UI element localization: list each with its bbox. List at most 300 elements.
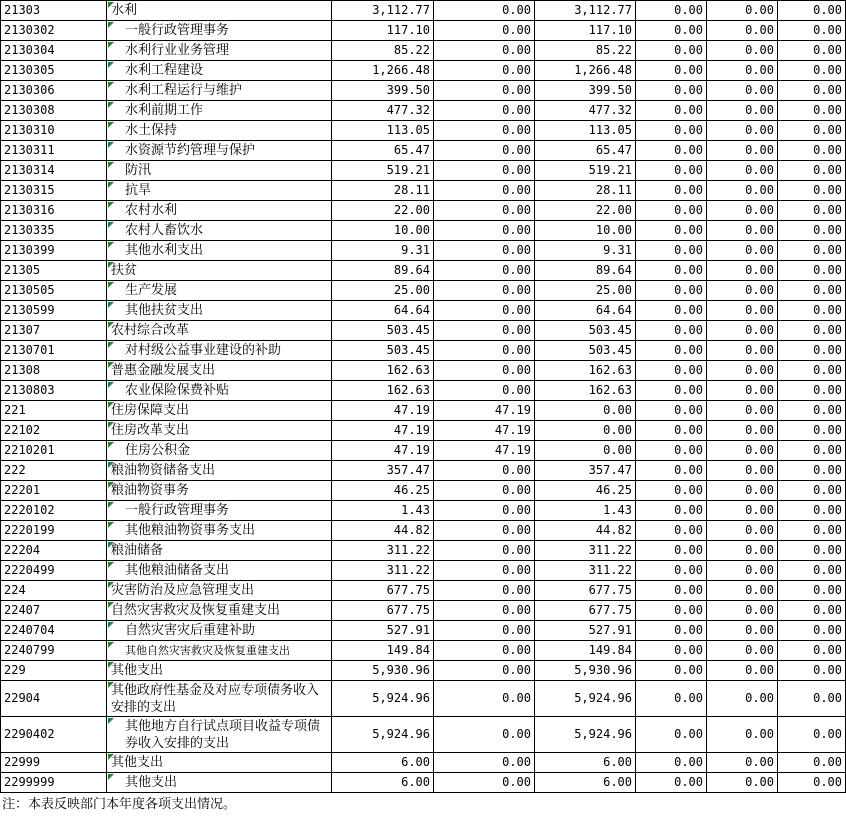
amount-cell: 6.00 (535, 773, 636, 793)
amount-cell: 0.00 (535, 421, 636, 441)
amount-cell: 0.00 (778, 201, 846, 221)
subject-code-cell: 2220499 (1, 561, 107, 581)
amount-cell: 0.00 (636, 501, 707, 521)
amount-cell: 89.64 (332, 261, 434, 281)
subject-name-cell: 水土保持 (107, 121, 332, 141)
table-row (1, 261, 846, 281)
amount-cell: 677.75 (332, 601, 434, 621)
table-row (1, 121, 846, 141)
amount-cell: 10.00 (332, 221, 434, 241)
amount-cell: 0.00 (778, 753, 846, 773)
table-row (1, 61, 846, 81)
table-row (1, 601, 846, 621)
amount-cell: 0.00 (707, 101, 778, 121)
subject-code-cell: 2130316 (1, 201, 107, 221)
amount-cell: 0.00 (707, 221, 778, 241)
amount-cell: 5,924.96 (332, 681, 434, 717)
table-row (1, 281, 846, 301)
amount-cell: 85.22 (332, 41, 434, 61)
amount-cell: 0.00 (778, 773, 846, 793)
amount-cell: 0.00 (636, 221, 707, 241)
amount-cell: 47.19 (434, 401, 535, 421)
amount-cell: 0.00 (636, 41, 707, 61)
amount-cell: 3,112.77 (332, 1, 434, 21)
table-row (1, 773, 846, 793)
amount-cell: 0.00 (707, 621, 778, 641)
amount-cell: 0.00 (434, 261, 535, 281)
amount-cell: 0.00 (636, 161, 707, 181)
subject-code-cell: 2130399 (1, 241, 107, 261)
amount-cell: 162.63 (535, 361, 636, 381)
amount-cell: 0.00 (636, 773, 707, 793)
amount-cell: 149.84 (535, 641, 636, 661)
subject-name-cell: 其他支出 (107, 753, 332, 773)
subject-code-cell: 2130302 (1, 21, 107, 41)
amount-cell: 0.00 (707, 381, 778, 401)
amount-cell: 0.00 (778, 621, 846, 641)
amount-cell: 677.75 (535, 601, 636, 621)
amount-cell: 0.00 (636, 641, 707, 661)
amount-cell: 0.00 (707, 773, 778, 793)
amount-cell: 162.63 (332, 361, 434, 381)
amount-cell: 0.00 (636, 81, 707, 101)
subject-name-cell: 住房公积金 (107, 441, 332, 461)
table-row (1, 521, 846, 541)
amount-cell: 0.00 (434, 501, 535, 521)
subject-name-cell: 水利工程建设 (107, 61, 332, 81)
amount-cell: 0.00 (434, 1, 535, 21)
subject-name-cell: 一般行政管理事务 (107, 21, 332, 41)
amount-cell: 0.00 (778, 1, 846, 21)
amount-cell: 0.00 (434, 381, 535, 401)
amount-cell: 0.00 (636, 141, 707, 161)
subject-name-cell: 住房改革支出 (107, 421, 332, 441)
amount-cell: 10.00 (535, 221, 636, 241)
table-row (1, 1, 846, 21)
amount-cell: 0.00 (636, 1, 707, 21)
subject-code-cell: 2130306 (1, 81, 107, 101)
amount-cell: 0.00 (778, 321, 846, 341)
amount-cell: 5,930.96 (535, 661, 636, 681)
subject-code-cell: 21308 (1, 361, 107, 381)
amount-cell: 149.84 (332, 641, 434, 661)
amount-cell: 519.21 (332, 161, 434, 181)
amount-cell: 0.00 (636, 753, 707, 773)
amount-cell: 311.22 (332, 541, 434, 561)
amount-cell: 5,924.96 (535, 681, 636, 717)
amount-cell: 64.64 (535, 301, 636, 321)
amount-cell: 357.47 (332, 461, 434, 481)
amount-cell: 0.00 (434, 161, 535, 181)
amount-cell: 0.00 (707, 301, 778, 321)
amount-cell: 0.00 (778, 581, 846, 601)
amount-cell: 357.47 (535, 461, 636, 481)
amount-cell: 0.00 (778, 461, 846, 481)
amount-cell: 22.00 (332, 201, 434, 221)
amount-cell: 0.00 (636, 581, 707, 601)
amount-cell: 0.00 (707, 81, 778, 101)
subject-name-cell: 扶贫 (107, 261, 332, 281)
subject-name-cell: 其他扶贫支出 (107, 301, 332, 321)
amount-cell: 0.00 (707, 341, 778, 361)
amount-cell: 0.00 (636, 201, 707, 221)
subject-code-cell: 2130315 (1, 181, 107, 201)
amount-cell: 503.45 (535, 321, 636, 341)
amount-cell: 0.00 (636, 101, 707, 121)
amount-cell: 9.31 (535, 241, 636, 261)
amount-cell: 0.00 (636, 181, 707, 201)
amount-cell: 0.00 (707, 581, 778, 601)
amount-cell: 0.00 (636, 321, 707, 341)
amount-cell: 0.00 (707, 641, 778, 661)
amount-cell: 0.00 (707, 161, 778, 181)
subject-code-cell: 22201 (1, 481, 107, 501)
amount-cell: 0.00 (778, 141, 846, 161)
subject-code-cell: 2240799 (1, 641, 107, 661)
table-row (1, 321, 846, 341)
amount-cell: 5,924.96 (535, 717, 636, 753)
amount-cell: 3,112.77 (535, 1, 636, 21)
subject-code-cell: 22904 (1, 681, 107, 717)
subject-name-cell: 生产发展 (107, 281, 332, 301)
subject-code-cell: 224 (1, 581, 107, 601)
table-row (1, 561, 846, 581)
subject-name-cell: 农村水利 (107, 201, 332, 221)
amount-cell: 46.25 (332, 481, 434, 501)
amount-cell: 0.00 (707, 717, 778, 753)
amount-cell: 89.64 (535, 261, 636, 281)
amount-cell: 0.00 (434, 341, 535, 361)
table-row (1, 421, 846, 441)
amount-cell: 0.00 (636, 21, 707, 41)
amount-cell: 0.00 (778, 481, 846, 501)
amount-cell: 0.00 (778, 681, 846, 717)
table-row (1, 21, 846, 41)
amount-cell: 0.00 (434, 201, 535, 221)
amount-cell: 117.10 (332, 21, 434, 41)
amount-cell: 0.00 (707, 521, 778, 541)
subject-code-cell: 2240704 (1, 621, 107, 641)
amount-cell: 0.00 (778, 101, 846, 121)
subject-code-cell: 22204 (1, 541, 107, 561)
amount-cell: 0.00 (778, 221, 846, 241)
amount-cell: 1,266.48 (332, 61, 434, 81)
table-row (1, 381, 846, 401)
amount-cell: 0.00 (434, 461, 535, 481)
amount-cell: 0.00 (707, 281, 778, 301)
amount-cell: 47.19 (434, 441, 535, 461)
amount-cell: 0.00 (434, 621, 535, 641)
amount-cell: 0.00 (707, 261, 778, 281)
subject-name-cell: 一般行政管理事务 (107, 501, 332, 521)
amount-cell: 0.00 (434, 581, 535, 601)
amount-cell: 0.00 (707, 461, 778, 481)
table-row (1, 181, 846, 201)
subject-code-cell: 2130310 (1, 121, 107, 141)
amount-cell: 0.00 (707, 61, 778, 81)
amount-cell: 0.00 (636, 541, 707, 561)
subject-name-cell: 其他地方自行试点项目收益专项债券收入安排的支出 (107, 717, 332, 753)
amount-cell: 399.50 (332, 81, 434, 101)
amount-cell: 0.00 (636, 261, 707, 281)
table-row (1, 481, 846, 501)
subject-name-cell: 水利行业业务管理 (107, 41, 332, 61)
amount-cell: 503.45 (535, 341, 636, 361)
subject-name-cell: 防汛 (107, 161, 332, 181)
amount-cell: 1.43 (332, 501, 434, 521)
amount-cell: 0.00 (434, 181, 535, 201)
subject-name-cell: 抗旱 (107, 181, 332, 201)
table-row (1, 81, 846, 101)
amount-cell: 5,930.96 (332, 661, 434, 681)
amount-cell: 47.19 (332, 421, 434, 441)
table-row (1, 41, 846, 61)
amount-cell: 0.00 (535, 401, 636, 421)
table-row (1, 541, 846, 561)
amount-cell: 0.00 (434, 661, 535, 681)
subject-code-cell: 221 (1, 401, 107, 421)
amount-cell: 0.00 (707, 121, 778, 141)
table-row (1, 241, 846, 261)
table-row (1, 161, 846, 181)
amount-cell: 6.00 (332, 753, 434, 773)
amount-cell: 0.00 (778, 521, 846, 541)
amount-cell: 0.00 (434, 141, 535, 161)
subject-code-cell: 2130304 (1, 41, 107, 61)
amount-cell: 25.00 (332, 281, 434, 301)
amount-cell: 0.00 (778, 401, 846, 421)
table-row (1, 641, 846, 661)
amount-cell: 44.82 (332, 521, 434, 541)
amount-cell: 0.00 (434, 321, 535, 341)
table-row (1, 401, 846, 421)
amount-cell: 0.00 (707, 541, 778, 561)
table-row (1, 581, 846, 601)
subject-name-cell: 水资源节约管理与保护 (107, 141, 332, 161)
amount-cell: 0.00 (636, 461, 707, 481)
amount-cell: 0.00 (636, 521, 707, 541)
subject-name-cell: 普惠金融发展支出 (107, 361, 332, 381)
subject-name-cell: 农业保险保费补贴 (107, 381, 332, 401)
amount-cell: 677.75 (535, 581, 636, 601)
amount-cell: 47.19 (434, 421, 535, 441)
amount-cell: 64.64 (332, 301, 434, 321)
subject-name-cell: 其他粮油储备支出 (107, 561, 332, 581)
subject-code-cell: 21307 (1, 321, 107, 341)
subject-name-cell: 其他粮油物资事务支出 (107, 521, 332, 541)
amount-cell: 0.00 (707, 401, 778, 421)
amount-cell: 0.00 (535, 441, 636, 461)
table-body (1, 1, 846, 793)
amount-cell: 113.05 (332, 121, 434, 141)
amount-cell: 5,924.96 (332, 717, 434, 753)
amount-cell: 519.21 (535, 161, 636, 181)
amount-cell: 0.00 (434, 281, 535, 301)
amount-cell: 0.00 (778, 561, 846, 581)
amount-cell: 0.00 (636, 361, 707, 381)
subject-code-cell: 2130599 (1, 301, 107, 321)
amount-cell: 0.00 (778, 161, 846, 181)
subject-code-cell: 2130505 (1, 281, 107, 301)
subject-code-cell: 21305 (1, 261, 107, 281)
amount-cell: 0.00 (636, 61, 707, 81)
amount-cell: 0.00 (778, 661, 846, 681)
subject-code-cell: 2299999 (1, 773, 107, 793)
amount-cell: 0.00 (778, 361, 846, 381)
amount-cell: 0.00 (778, 181, 846, 201)
table-row (1, 717, 846, 753)
table-row (1, 501, 846, 521)
subject-code-cell: 2220199 (1, 521, 107, 541)
amount-cell: 0.00 (434, 521, 535, 541)
subject-code-cell: 222 (1, 461, 107, 481)
subject-code-cell: 22102 (1, 421, 107, 441)
amount-cell: 0.00 (434, 601, 535, 621)
amount-cell: 0.00 (778, 301, 846, 321)
amount-cell: 0.00 (707, 321, 778, 341)
amount-cell: 0.00 (434, 101, 535, 121)
subject-code-cell: 2130335 (1, 221, 107, 241)
amount-cell: 0.00 (636, 717, 707, 753)
table-row (1, 101, 846, 121)
subject-name-cell: 自然灾害灾后重建补助 (107, 621, 332, 641)
amount-cell: 0.00 (434, 561, 535, 581)
subject-name-cell: 水利 (107, 1, 332, 21)
amount-cell: 0.00 (434, 241, 535, 261)
amount-cell: 0.00 (434, 61, 535, 81)
table-row (1, 341, 846, 361)
subject-code-cell: 2130305 (1, 61, 107, 81)
amount-cell: 0.00 (707, 141, 778, 161)
amount-cell: 22.00 (535, 201, 636, 221)
amount-cell: 0.00 (778, 121, 846, 141)
amount-cell: 0.00 (707, 441, 778, 461)
amount-cell: 0.00 (778, 501, 846, 521)
table-row (1, 621, 846, 641)
amount-cell: 0.00 (778, 641, 846, 661)
amount-cell: 0.00 (707, 601, 778, 621)
amount-cell: 162.63 (535, 381, 636, 401)
amount-cell: 0.00 (707, 501, 778, 521)
amount-cell: 0.00 (707, 181, 778, 201)
amount-cell: 0.00 (636, 441, 707, 461)
amount-cell: 677.75 (332, 581, 434, 601)
amount-cell: 0.00 (778, 717, 846, 753)
amount-cell: 0.00 (778, 81, 846, 101)
amount-cell: 0.00 (636, 281, 707, 301)
subject-name-cell: 其他水利支出 (107, 241, 332, 261)
amount-cell: 0.00 (434, 717, 535, 753)
subject-code-cell: 2210201 (1, 441, 107, 461)
table-row (1, 361, 846, 381)
amount-cell: 0.00 (434, 301, 535, 321)
amount-cell: 113.05 (535, 121, 636, 141)
amount-cell: 0.00 (434, 541, 535, 561)
amount-cell: 0.00 (636, 681, 707, 717)
subject-code-cell: 2130803 (1, 381, 107, 401)
amount-cell: 28.11 (535, 181, 636, 201)
amount-cell: 6.00 (332, 773, 434, 793)
amount-cell: 28.11 (332, 181, 434, 201)
amount-cell: 0.00 (707, 41, 778, 61)
amount-cell: 0.00 (636, 381, 707, 401)
amount-cell: 0.00 (707, 481, 778, 501)
subject-code-cell: 21303 (1, 1, 107, 21)
amount-cell: 0.00 (636, 661, 707, 681)
subject-name-cell: 粮油物资事务 (107, 481, 332, 501)
amount-cell: 0.00 (707, 241, 778, 261)
amount-cell: 0.00 (707, 1, 778, 21)
amount-cell: 0.00 (636, 301, 707, 321)
amount-cell: 47.19 (332, 441, 434, 461)
amount-cell: 0.00 (778, 541, 846, 561)
amount-cell: 25.00 (535, 281, 636, 301)
amount-cell: 0.00 (778, 441, 846, 461)
amount-cell: 117.10 (535, 21, 636, 41)
amount-cell: 0.00 (636, 121, 707, 141)
amount-cell: 311.22 (535, 561, 636, 581)
subject-name-cell: 水利工程运行与维护 (107, 81, 332, 101)
subject-code-cell: 22407 (1, 601, 107, 621)
table-row (1, 201, 846, 221)
subject-name-cell: 农村人畜饮水 (107, 221, 332, 241)
amount-cell: 85.22 (535, 41, 636, 61)
subject-code-cell: 2130311 (1, 141, 107, 161)
amount-cell: 0.00 (434, 481, 535, 501)
amount-cell: 0.00 (434, 21, 535, 41)
subject-name-cell: 粮油储备 (107, 541, 332, 561)
amount-cell: 0.00 (778, 281, 846, 301)
amount-cell: 0.00 (778, 341, 846, 361)
amount-cell: 0.00 (707, 681, 778, 717)
amount-cell: 1,266.48 (535, 61, 636, 81)
subject-name-cell: 其他支出 (107, 773, 332, 793)
amount-cell: 0.00 (707, 661, 778, 681)
subject-name-cell: 对村级公益事业建设的补助 (107, 341, 332, 361)
amount-cell: 311.22 (332, 561, 434, 581)
subject-name-cell: 其他支出 (107, 661, 332, 681)
subject-name-cell: 农村综合改革 (107, 321, 332, 341)
amount-cell: 0.00 (707, 753, 778, 773)
amount-cell: 0.00 (434, 41, 535, 61)
amount-cell: 0.00 (434, 121, 535, 141)
amount-cell: 0.00 (434, 773, 535, 793)
amount-cell: 0.00 (636, 561, 707, 581)
table-row (1, 141, 846, 161)
amount-cell: 0.00 (778, 61, 846, 81)
table-row (1, 681, 846, 717)
amount-cell: 0.00 (434, 221, 535, 241)
amount-cell: 0.00 (707, 201, 778, 221)
amount-cell: 0.00 (434, 81, 535, 101)
subject-code-cell: 2290402 (1, 717, 107, 753)
amount-cell: 527.91 (535, 621, 636, 641)
amount-cell: 0.00 (636, 341, 707, 361)
amount-cell: 477.32 (535, 101, 636, 121)
amount-cell: 0.00 (778, 21, 846, 41)
amount-cell: 0.00 (434, 641, 535, 661)
amount-cell: 0.00 (434, 681, 535, 717)
amount-cell: 0.00 (778, 381, 846, 401)
table-row (1, 221, 846, 241)
amount-cell: 477.32 (332, 101, 434, 121)
amount-cell: 503.45 (332, 341, 434, 361)
subject-code-cell: 2130314 (1, 161, 107, 181)
amount-cell: 0.00 (636, 621, 707, 641)
amount-cell: 46.25 (535, 481, 636, 501)
subject-name-cell: 自然灾害救灾及恢复重建支出 (107, 601, 332, 621)
amount-cell: 44.82 (535, 521, 636, 541)
